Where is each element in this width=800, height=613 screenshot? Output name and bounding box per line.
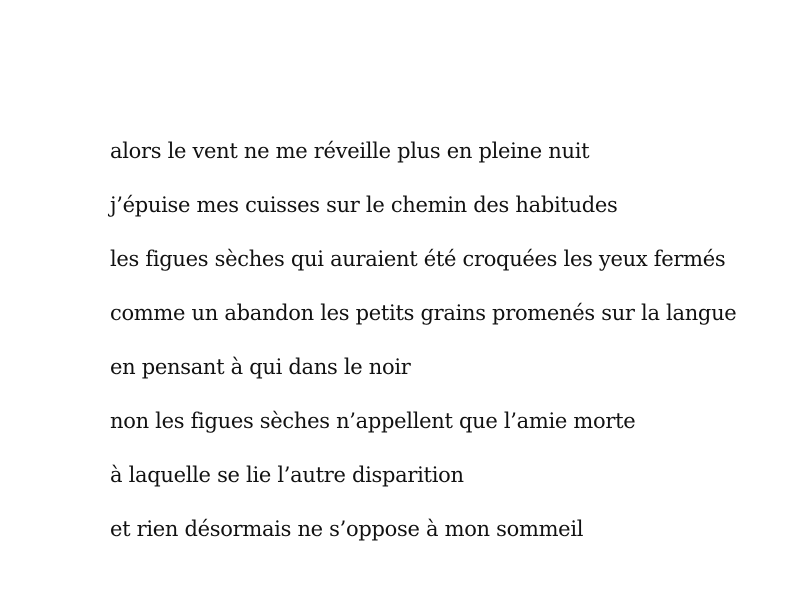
poem-line: les figues sèches qui auraient été croquées les yeux fermés xyxy=(110,247,726,271)
poem-line: comme un abandon les petits grains promenés sur la langue xyxy=(110,301,737,325)
poem-line: à laquelle se lie l’autre disparition xyxy=(110,463,464,487)
poem-line: non les figues sèches n’appellent que l’amie morte xyxy=(110,409,636,433)
poem-line: j’épuise mes cuisses sur le chemin des habitudes xyxy=(110,193,618,217)
poem-line: et rien désormais ne s’oppose à mon sommeil xyxy=(110,517,584,541)
poem-line: alors le vent ne me réveille plus en pleine nuit xyxy=(110,139,590,163)
poem xyxy=(110,124,736,556)
poem-line: en pensant à qui dans le noir xyxy=(110,355,411,379)
